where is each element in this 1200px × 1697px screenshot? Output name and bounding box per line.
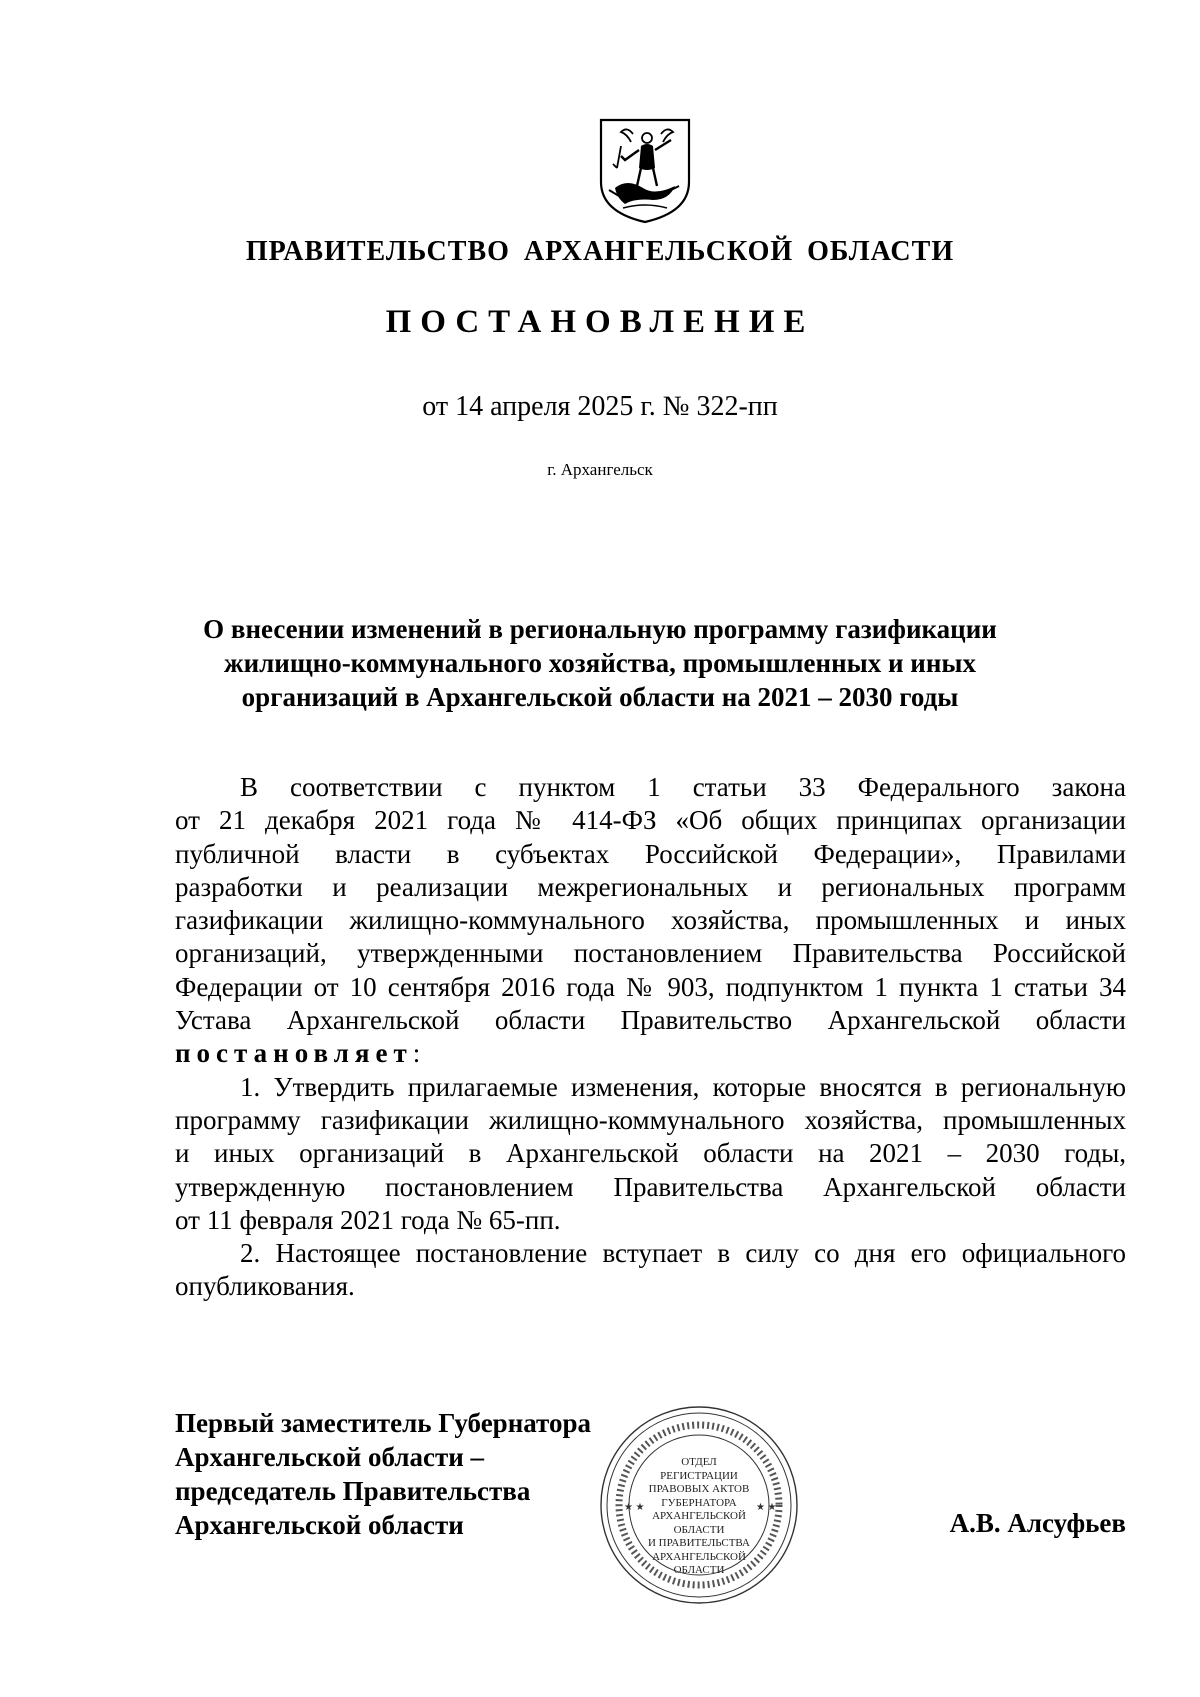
subject-line: О внесении изменений в региональную программу газификации: [203, 614, 997, 644]
body-line: разработки и реализации межрегиональных и региональных программ: [175, 871, 1126, 902]
svg-text:★ ★: ★ ★: [624, 1502, 645, 1513]
subject-line: организаций в Архангельской области на 2021 – 2030 годы: [241, 682, 959, 712]
body-line: В соответствии с пунктом 1 статьи 33 Федерального закона: [240, 772, 1126, 802]
position-line: председатель Правительства: [175, 1476, 531, 1506]
position-line: Архангельской области: [175, 1510, 464, 1540]
decree-body: [175, 771, 1126, 1304]
seal-line: АРХАНГЕЛЬСКОЙ: [652, 1550, 746, 1563]
resolves-word: постановляет: [175, 1038, 413, 1069]
coat-of-arms-icon: [597, 116, 693, 224]
resolves-line: [175, 1037, 1126, 1070]
item2-line: 2. Настоящее постановление вступает в силу со дня его официального: [240, 1238, 1126, 1269]
seal-center-text: [596, 1456, 802, 1578]
item1-line: и иных организаций в Архангельской области на 2021 – 2030 годы,: [175, 1138, 1126, 1169]
seal-line: ОБЛАСТИ: [673, 1523, 725, 1536]
item1-line: от 11 февраля 2021 года № 65-пп.: [175, 1204, 561, 1235]
body-line: газификации жилищно-коммунального хозяйства, промышленных и иных: [175, 905, 1126, 936]
position-line: Архангельской области –: [175, 1442, 485, 1472]
body-line: публичной власти в субъектах Российской Федерации», Правилами: [175, 838, 1126, 869]
issue-city: г. Архангельск: [547, 460, 653, 479]
seal-line: ГУБЕРНАТОРА: [661, 1496, 737, 1509]
body-line: от 21 декабря 2021 года № 414-ФЗ «Об общих принципах организации: [175, 805, 1126, 836]
decree-date-number: от 14 апреля 2025 г. № 322-пп: [422, 391, 778, 422]
item1-line: программу газификации жилищно-коммунального хозяйства, промышленных: [175, 1104, 1126, 1135]
seal-line: ОБЛАСТИ: [673, 1564, 725, 1576]
subject-line: жилищно-коммунального хозяйства, промышленных и иных: [224, 648, 976, 678]
item2-line: опубликования.: [175, 1271, 355, 1302]
seal-line: АРХАНГЕЛЬСКОЙ: [652, 1510, 746, 1522]
seal-line: РЕГИСТРАЦИИ: [660, 1469, 738, 1482]
item1-line: утвержденную постановлением Правительства Архангельской области: [175, 1171, 1126, 1202]
signatory-name: А.В. Алсуфьев: [949, 1508, 1126, 1538]
seal-line: ОТДЕЛ: [681, 1456, 717, 1468]
position-line: Первый заместитель Губернатора: [175, 1408, 591, 1438]
decree-subject: [150, 612, 1050, 714]
resolves-colon: :: [412, 1038, 421, 1069]
document-type-title: ПОСТАНОВЛЕНИЕ: [385, 304, 815, 340]
body-line: Устава Архангельской области Правительство Архангельской области: [175, 1005, 1126, 1036]
item1-line: 1. Утвердить прилагаемые изменения, которые вносятся в региональную: [240, 1071, 1126, 1102]
body-line: организаций, утвержденными постановлением Правительства Российской: [175, 938, 1126, 969]
seal-line: ПРАВОВЫХ АКТОВ: [648, 1483, 750, 1495]
svg-text:★ ★: ★ ★: [756, 1502, 777, 1513]
seal-line: И ПРАВИТЕЛЬСТВА: [647, 1537, 750, 1549]
registration-seal: [596, 1402, 802, 1608]
body-line: Федерации от 10 сентября 2016 года № 903, подпунктом 1 пункта 1 статьи 34: [175, 971, 1126, 1002]
signatory-position: [175, 1406, 591, 1542]
government-name: ПРАВИТЕЛЬСТВО АРХАНГЕЛЬСКОЙ ОБЛАСТИ: [245, 236, 955, 267]
